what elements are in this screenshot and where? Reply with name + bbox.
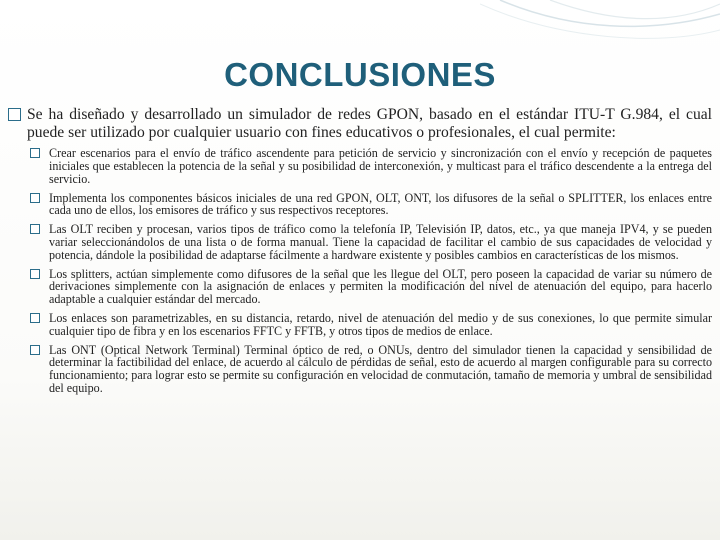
list-item bbox=[30, 192, 712, 218]
square-bullet-icon bbox=[30, 345, 40, 355]
square-bullet-icon bbox=[30, 148, 40, 158]
list-item-text: Las ONT (Optical Network Terminal) Terminal óptico de red, o ONUs, dentro del simulador tienen la capacidad y sensibilidad de determinar la factibilidad del enlace, de acuerdo al cálculo de pérdidas de señal, esto de acuerdo al margen configurable para su correcto funcionamiento; para lograr esto se permite su configuración en velocidad de conmutación, tamaño de memoria y umbral de sensibilidad del equipo. bbox=[49, 342, 712, 395]
list-item-text: Implementa los componentes básicos iniciales de una red GPON, OLT, ONT, los difusores de la señal o SPLITTER, los enlaces entre cada uno de ellos, los emisores de tráfico y sus respectivos receptores. bbox=[49, 190, 712, 218]
square-bullet-icon bbox=[30, 224, 40, 234]
sub-bullet-list bbox=[30, 147, 712, 395]
square-bullet-icon bbox=[30, 193, 40, 203]
intro-bullet bbox=[8, 106, 712, 141]
square-bullet-icon bbox=[30, 269, 40, 279]
list-item bbox=[30, 147, 712, 185]
page-title: CONCLUSIONES bbox=[224, 56, 496, 93]
list-item-text: Las OLT reciben y procesan, varios tipos de tráfico como la telefonía IP, Televisión IP, datos, etc., ya que maneja IPV4, y se pueden variar seleccionándolos de una lista o de forma manual. Tiene la capacidad de facilitar el cambio de sus capacidades de velocidad y potencia, dándole la posibilidad de adaptarse fácilmente a hardware existente y posibles cambios en características de los mismos. bbox=[49, 222, 712, 262]
list-item bbox=[30, 344, 712, 395]
intro-text: Se ha diseñado y desarrollado un simulador de redes GPON, basado en el estándar ITU-T G.984, el cual puede ser utilizado por cualquier usuario con fines educativos o profesionales, el cual permite: bbox=[27, 106, 712, 141]
square-bullet-icon bbox=[30, 313, 40, 323]
content-area bbox=[8, 106, 712, 401]
list-item-text: Los splitters, actúan simplemente como difusores de la señal que les llegue del OLT, pero poseen la capacidad de variar su número de derivaciones simplemente con la asignación de enlaces y permiten la modificación del nivel de atenuación del equipo, para hacerlo adaptable a cualquier estándar del mercado. bbox=[49, 266, 712, 307]
list-item-text: Los enlaces son parametrizables, en su distancia, retardo, nivel de atenuación del medio y de sus conexiones, lo que permite simular cualquier tipo de fibra y en los escenarios FFTC y FFTB, y otros tipos de medios de enlace. bbox=[49, 310, 712, 338]
list-item bbox=[30, 223, 712, 261]
list-item-text: Crear escenarios para el envío de tráfico ascendente para petición de servicio y sincronización con el envío y recepción de paquetes iniciales que establecen la potencia de la señal y su posibilidad de interconexión, y multicast para el tráfico descendente a la entrega del servicio. bbox=[49, 146, 712, 186]
list-item bbox=[30, 312, 712, 338]
square-bullet-icon bbox=[8, 108, 21, 121]
list-item bbox=[30, 268, 712, 306]
decorative-curves bbox=[480, 0, 720, 60]
